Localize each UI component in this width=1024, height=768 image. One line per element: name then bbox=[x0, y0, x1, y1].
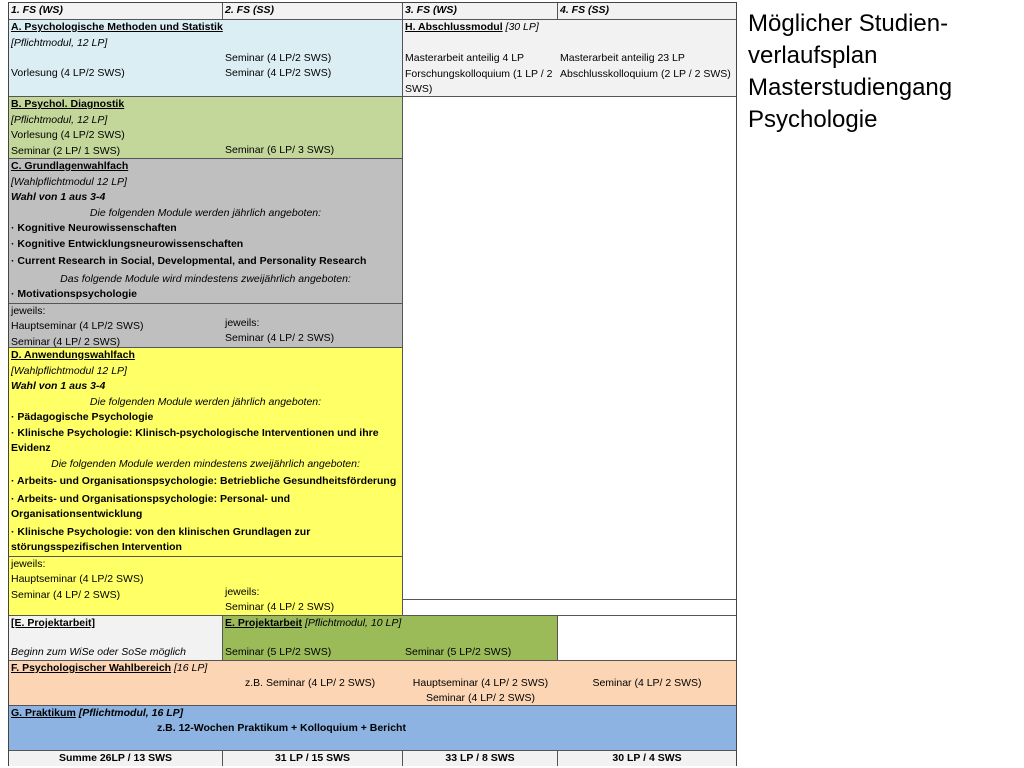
module-h-lp: [30 LP] bbox=[505, 21, 539, 33]
module-a-type: [Pflichtmodul, 12 LP] bbox=[11, 36, 108, 49]
module-f-lp: [16 LP] bbox=[174, 662, 208, 674]
module-c bbox=[9, 159, 403, 348]
module-f-fs4: Seminar (4 LP/ 2 SWS) bbox=[592, 677, 702, 689]
module-b-lecture: Vorlesung (4 LP/2 SWS) bbox=[11, 129, 125, 141]
module-e-title: E. Projektarbeit bbox=[225, 617, 303, 629]
module-d-choice: Wahl von 1 aus 3-4 bbox=[11, 380, 106, 392]
module-c-item-1: · Kognitive Neurowissenschaften bbox=[11, 222, 177, 234]
module-d-item-4: · Arbeits- und Organisationspsychologie: Personal- und Organisationsentwicklung bbox=[11, 492, 291, 520]
module-a-seminar-2: Seminar (4 LP/2 SWS) bbox=[225, 67, 332, 79]
title-line-2: verlaufsplan bbox=[748, 42, 878, 69]
module-d-type: [Wahlpflichtmodul 12 LP] bbox=[11, 364, 127, 377]
total-fs4: 30 LP / 4 SWS bbox=[558, 751, 736, 766]
module-c-type: [Wahlpflichtmodul 12 LP] bbox=[11, 175, 127, 188]
module-f-fs3-seminar: Seminar (4 LP/ 2 SWS) bbox=[425, 692, 536, 704]
module-a-lecture: Vorlesung (4 LP/2 SWS) bbox=[11, 67, 125, 79]
module-c-choice: Wahl von 1 aus 3-4 bbox=[11, 191, 106, 203]
module-a-seminar-1: Seminar (4 LP/2 SWS) bbox=[225, 52, 332, 64]
empty-strip bbox=[403, 600, 736, 616]
module-e-type: [Pflichtmodul, 10 LP] bbox=[304, 617, 402, 629]
page-title bbox=[748, 8, 1018, 136]
header-fs2: 2. FS (SS) bbox=[223, 3, 403, 20]
title-line-4: Psychologie bbox=[748, 106, 878, 133]
module-c-seminar: Seminar (4 LP/ 2 SWS) bbox=[11, 335, 121, 348]
module-c-seminar-2: Seminar (4 LP/ 2 SWS) bbox=[225, 332, 335, 344]
module-a-title: A. Psychologische Methoden und Statistik bbox=[11, 21, 223, 33]
module-d-each: jeweils: bbox=[9, 556, 402, 573]
module-e bbox=[223, 616, 558, 661]
module-c-note-yearly: Die folgenden Module werden jährlich angeboten: bbox=[89, 206, 322, 219]
module-c-item-3: · Current Research in Social, Developmental, and Personality Research bbox=[11, 255, 367, 267]
module-d-item-2: · Klinische Psychologie: Klinisch-psychologische Interventionen und ihre Evidenz bbox=[11, 426, 379, 454]
total-fs1: Summe 26LP / 13 SWS bbox=[9, 751, 223, 766]
module-c-title: C. Grundlagenwahlfach bbox=[11, 160, 129, 172]
module-e-heading bbox=[225, 616, 555, 632]
title-line-1: Möglicher Studien- bbox=[748, 10, 949, 37]
module-d-each-2: jeweils: bbox=[225, 586, 260, 598]
module-d bbox=[9, 348, 403, 616]
module-e-left bbox=[9, 616, 223, 661]
module-d-item-5: · Klinische Psychologie: von den klinischen Grundlagen zur störungsspezifischen Intervention bbox=[11, 525, 311, 553]
module-h-masterarbeit-4: Masterarbeit anteilig 4 LP bbox=[405, 52, 525, 64]
module-h-heading bbox=[405, 20, 734, 36]
module-h-forschungskolloquium: Forschungskolloquium (1 LP / 2 SWS) bbox=[405, 67, 553, 95]
module-b-seminar-2: Seminar (6 LP/ 3 SWS) bbox=[225, 144, 335, 156]
module-f-fs2: z.B. Seminar (4 LP/ 2 SWS) bbox=[245, 677, 376, 689]
module-b-title: B. Psychol. Diagnostik bbox=[11, 98, 125, 110]
module-a bbox=[9, 20, 403, 97]
module-c-item-4: · Motivationspsychologie bbox=[11, 288, 138, 300]
module-d-note-biennial: Die folgenden Module werden mindestens zweijährlich angeboten: bbox=[51, 457, 360, 470]
module-g-heading bbox=[11, 706, 734, 722]
module-d-item-3: · Arbeits- und Organisationspsychologie: Betriebliche Gesundheitsförderung bbox=[11, 475, 397, 487]
module-c-item-2: · Kognitive Entwicklungsneurowissenschaften bbox=[11, 237, 244, 250]
module-b-type: [Pflichtmodul, 12 LP] bbox=[11, 113, 108, 126]
module-d-hauptseminar: Hauptseminar (4 LP/2 SWS) bbox=[11, 573, 144, 585]
module-h-masterarbeit-23: Masterarbeit anteilig 23 LP bbox=[560, 52, 685, 64]
module-g bbox=[9, 706, 736, 751]
module-f bbox=[9, 661, 736, 706]
module-f-title: F. Psychologischer Wahlbereich bbox=[11, 662, 172, 674]
total-fs2: 31 LP / 15 SWS bbox=[223, 751, 403, 766]
module-e-left-title: [E. Projektarbeit] bbox=[11, 617, 96, 629]
module-h-abschlusskolloquium: Abschlusskolloquium (2 LP / 2 SWS) bbox=[560, 67, 731, 80]
module-g-title: G. Praktikum bbox=[11, 707, 76, 719]
module-e-fs4-empty bbox=[558, 616, 736, 661]
module-d-seminar-2: Seminar (4 LP/ 2 SWS) bbox=[225, 601, 335, 613]
module-c-each-2: jeweils: bbox=[225, 317, 260, 329]
module-b-seminar-1: Seminar (2 LP/ 1 SWS) bbox=[11, 144, 121, 157]
module-f-heading bbox=[11, 661, 734, 677]
total-fs3: 33 LP / 8 SWS bbox=[403, 751, 558, 766]
module-c-hauptseminar: Hauptseminar (4 LP/2 SWS) bbox=[11, 320, 144, 332]
module-b bbox=[9, 97, 403, 159]
study-plan-table bbox=[8, 2, 737, 766]
header-fs4: 4. FS (SS) bbox=[558, 3, 736, 20]
module-d-title: D. Anwendungswahlfach bbox=[11, 349, 135, 361]
module-d-seminar: Seminar (4 LP/ 2 SWS) bbox=[11, 588, 121, 601]
module-c-note-biennial: Das folgende Module wird mindestens zweijährlich angeboten: bbox=[60, 272, 351, 285]
header-fs3: 3. FS (WS) bbox=[403, 3, 558, 20]
empty-area bbox=[403, 97, 736, 600]
module-f-fs3-hauptseminar: Hauptseminar (4 LP/ 2 SWS) bbox=[412, 677, 549, 689]
header-fs1: 1. FS (WS) bbox=[9, 3, 223, 20]
module-d-item-1: · Pädagogische Psychologie bbox=[11, 411, 154, 423]
module-e-seminar-fs3: Seminar (5 LP/2 SWS) bbox=[405, 646, 512, 658]
module-h-fs4 bbox=[560, 51, 732, 82]
title-line-3: Masterstudiengang bbox=[748, 74, 953, 101]
module-e-left-note: Beginn zum WiSe oder SoSe möglich bbox=[11, 646, 186, 658]
module-h bbox=[403, 20, 736, 97]
module-d-note-yearly: Die folgenden Module werden jährlich angeboten: bbox=[89, 395, 322, 408]
module-e-seminar-fs2: Seminar (5 LP/2 SWS) bbox=[225, 646, 332, 658]
module-g-desc: z.B. 12-Wochen Praktikum + Kolloquium + Bericht bbox=[157, 722, 406, 734]
module-g-type: [Pflichtmodul, 16 LP] bbox=[78, 707, 184, 719]
module-h-title: H. Abschlussmodul bbox=[405, 21, 503, 33]
module-c-each: jeweils: bbox=[9, 303, 402, 320]
module-h-fs3 bbox=[405, 51, 555, 97]
